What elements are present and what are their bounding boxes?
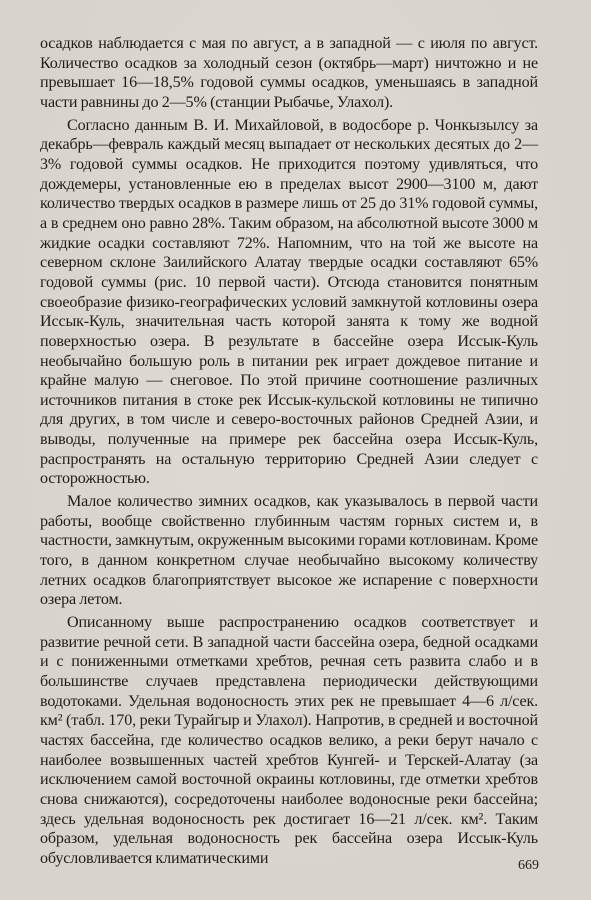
paragraph-river-network: Описанному выше распространению осадков соответствует и развитие речной сети. В западной части бассейна озера, бедной осадками и с пониженными отметками хребтов, речная сеть развита слабо и в большинстве случаев представлена периодически действующими водотоками. Удельная водоносность этих рек не превышает 4—6 л/сек. км² (табл. 170, реки Турайгыр и Улахол). Напротив, в средней и восточной частях бассейна, где количество осадков велико, а реки берут начало с наиболее возвышенных частей хребтов Кунгей- и Терскей-Алатау (за исключением самой восточной окраины котловины, где отметки хребтов снова снижаются), сосредоточены наиболее водоносные реки бассейна; здесь удельная водоносность рек достигает 16—21 л/сек. км². Таким образом, удельная водоносность рек бассейна озера Иссык-Куль обусловливается климатическими <box>40 614 538 867</box>
page-text <box>40 34 538 869</box>
paragraph-winter-precipitation: Малое количество зимних осадков, как указывалось в первой части работы, вообще свойственно глубинным частям горных систем и, в частности, замкнутым, окруженным высокими горами котловинам. Кроме того, в данном конкретном случае необычайно высокому количеству летних осадков благоприятствует высокое же испарение с поверхности озера летом. <box>40 493 538 609</box>
page-number: 669 <box>518 858 539 873</box>
paragraph-precipitation-data: Согласно данным В. И. Михайловой, в водосборе р. Чонкызылсу за декабрь—февраль каждый месяц выпадает от нескольких десятых до 2—3% годовой суммы осадков. Не приходится поэтому удивляться, что дождемеры, установленные ею в пределах высот 2900—3100 м, дают количество твердых осадков в размере лишь от 25 до 31% годовой суммы, а в среднем оно равно 28%. Таким образом, на абсолютной высоте 3000 м жидкие осадки составляют 72%. Напомним, что на той же высоте на северном склоне Заилийского Алатау твердые осадки составляют 65% годовой суммы (рис. 10 первой части). Отсюда становится понятным своеобразие физико-географических условий замкнутой котловины озера Иссык-Куль, значительная часть которой занята к тому же водной поверхностью озера. В результате в бассейне озера Иссык-Куль необычайно большую роль в питании рек играет дождевое питание и крайне малую — снеговое. По этой причине соотношение различных источников питания в стоке рек Иссык-кульской котловины не типично для других, в том числе и северо-восточных районов Средней Азии, и выводы, полученные на примере рек бассейна озера Иссык-Куль, распространять на остальную территорию Средней Азии следует с осторожностью. <box>40 116 538 488</box>
paragraph-continuation: осадков наблюдается с мая по август, а в западной — с июля по август. Количество осадков за холодный сезон (октябрь—март) ничтожно и не превышает 16—18,5% годовой суммы осадков, уменьшаясь в западной части равнины до 2—5% (станции Рыбачье, Улахол). <box>40 35 538 111</box>
